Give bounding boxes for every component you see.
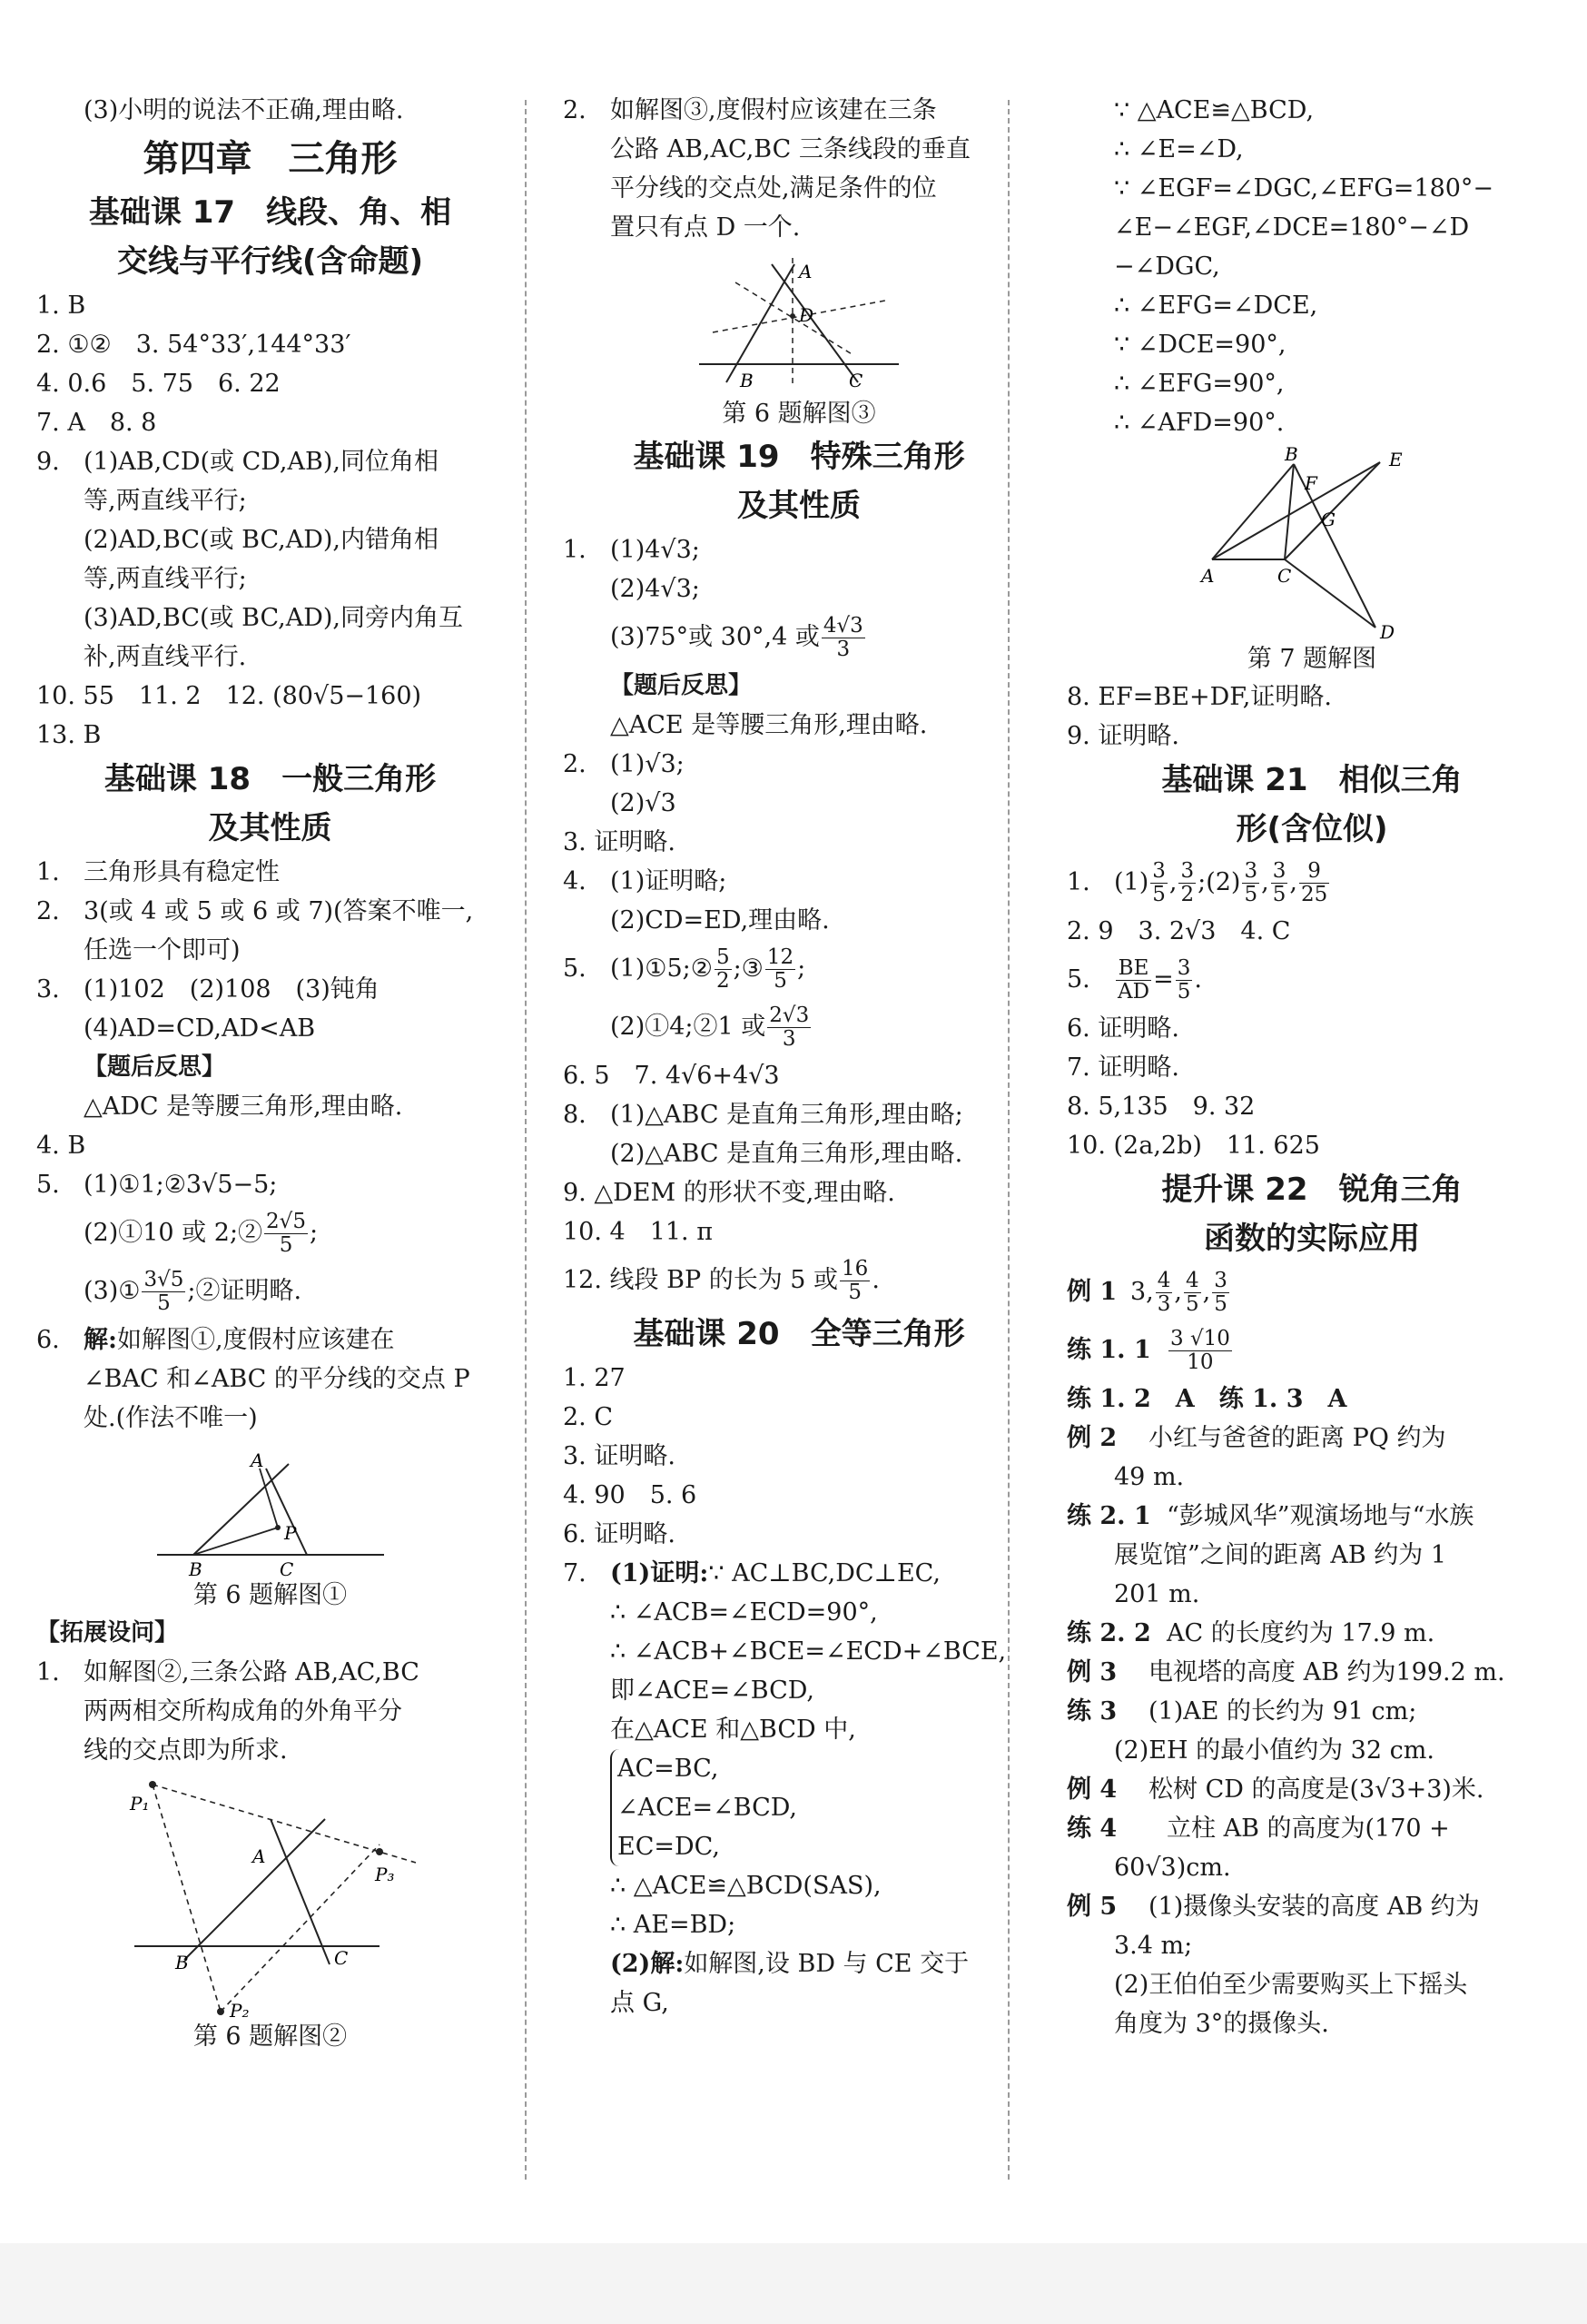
answer-text: 3(或 4 或 5 或 6 或 7)(答案不唯一, [84, 897, 474, 925]
proof-step: ∴ ∠AFD=90°. [1114, 409, 1285, 437]
figure-6-3 [695, 251, 903, 396]
question-number: 1. [36, 1658, 60, 1686]
section-title: 基础课 19 特殊三角形 [633, 439, 965, 475]
fraction-numerator: 4 [1186, 1269, 1199, 1292]
answer-text: 线的交点即为所求. [84, 1736, 288, 1765]
answer-line: 7. 证明略. [1067, 1053, 1179, 1082]
answer-text: (3)AD,BC(或 BC,AD),同旁内角互 [84, 604, 464, 632]
section-title: 交线与平行线(含命题) [116, 243, 424, 280]
fraction-numerator: 16 [842, 1257, 869, 1281]
point-p [275, 1525, 281, 1530]
answer-text: 角度为 3°的摄像头. [1114, 2010, 1329, 2038]
segment-ab [1212, 464, 1294, 559]
fraction [1178, 860, 1196, 906]
fraction [1150, 860, 1168, 906]
answer-text: (2)√3 [610, 789, 676, 817]
proof-step: ∵ ∠EGF=∠DGC,∠EFG=180°− [1114, 174, 1494, 203]
question-number: 1. [36, 858, 60, 886]
answer-line: 2. C [563, 1403, 614, 1431]
answer-text: ∵ AC⊥BC,DC⊥EC, [708, 1559, 941, 1587]
answer-line: 3. 证明略. [563, 828, 675, 856]
answer-line: 4. 0.6 5. 75 6. 22 [36, 370, 281, 398]
figure-caption: 第 6 题解图③ [722, 400, 876, 428]
road-line [193, 1464, 289, 1555]
answer-text: ;③ [733, 954, 764, 983]
answer-text: △ACE 是等腰三角形,理由略. [610, 711, 928, 739]
label-e: E [1389, 449, 1403, 470]
figure-caption: 第 6 题解图① [192, 1581, 348, 1609]
fraction [1168, 1328, 1232, 1374]
figure-caption: 第 7 题解图 [1247, 645, 1377, 673]
section-title: 基础课 21 相似三角 [1161, 762, 1463, 798]
fraction-numerator: 3 [1272, 859, 1286, 883]
answer-line: 10. 55 11. 2 12. (80√5−160) [36, 682, 422, 710]
fraction-numerator: 3 [1152, 859, 1166, 883]
question-number: 6. [36, 1326, 60, 1354]
example-label: 例 2 [1067, 1424, 1118, 1452]
question-number: 9. [36, 448, 60, 476]
fraction-denominator: 5 [1177, 980, 1191, 1004]
fraction-denominator: 5 [1272, 883, 1286, 906]
fraction-denominator: 2 [715, 969, 730, 993]
proof-step: ∵ △ACE≌△BCD, [1114, 96, 1315, 124]
practice-label: 练 2. 2 [1067, 1619, 1151, 1647]
figure-caption: 第 6 题解图② [192, 2022, 348, 2051]
question-number: 5. [36, 1171, 60, 1199]
answer-text: . [1194, 965, 1202, 994]
fraction [765, 946, 795, 993]
answer-text: 如解图,设 BD 与 CE 交于 [684, 1950, 970, 1978]
question-number: 3. [36, 975, 60, 1004]
proof-step: AC=BC, [617, 1755, 719, 1783]
proof-step: ∴ ∠ACB+∠BCE=∠ECD+∠BCE, [610, 1637, 1007, 1666]
answer-text: 置只有点 D 一个. [610, 213, 801, 242]
practice-label: 练 4 [1067, 1815, 1118, 1843]
answer-line: 练 1. 2 A 练 1. 3 A [1067, 1385, 1347, 1413]
answer-text: AC 的长度约为 17.9 m. [1167, 1619, 1435, 1647]
road-line [271, 1819, 330, 1964]
label-a: A [250, 1449, 263, 1471]
solution-label: 解: [84, 1326, 117, 1354]
label-b: B [740, 370, 754, 391]
section-title: 基础课 18 一般三角形 [104, 761, 437, 797]
answer-text: 任选一个即可) [84, 936, 241, 964]
label-d: D [799, 304, 814, 326]
fraction-numerator: 3 [1214, 1269, 1227, 1292]
answer-text: (1)①5;② [610, 954, 713, 983]
answer-text: 展览馆”之间的距离 AB 约为 1 [1114, 1541, 1447, 1569]
answer-text: 三角形具有稳定性 [84, 858, 280, 886]
label-b: B [188, 1558, 202, 1577]
answer-text: 两两相交所构成角的外角平分 [84, 1697, 402, 1726]
section-title: 提升课 22 锐角三角 [1161, 1172, 1463, 1208]
proof-step: −∠DGC, [1114, 252, 1220, 281]
fraction [1176, 957, 1193, 1004]
example-label: 例 4 [1067, 1775, 1118, 1804]
segment-bc [1285, 464, 1294, 559]
fraction [1212, 1270, 1229, 1316]
question-number: 2. [563, 750, 586, 778]
fraction-denominator: 5 [774, 969, 787, 993]
figure-6-1 [153, 1441, 389, 1577]
answer-text: (2)王伯伯至少需要购买上下摇头 [1114, 1971, 1468, 1999]
answer-text: (1)√3; [610, 750, 685, 778]
answer-line: 4. 90 5. 6 [563, 1481, 697, 1509]
answer-text: 201 m. [1114, 1580, 1200, 1608]
fraction-numerator: 9 [1299, 860, 1329, 884]
section-title: 基础课 20 全等三角形 [633, 1316, 965, 1352]
section-title: 及其性质 [737, 488, 861, 524]
answer-text: ;②证明略. [187, 1277, 302, 1305]
fraction-numerator: 12 [766, 945, 794, 969]
fraction [1116, 957, 1151, 1004]
fraction-denominator: 5 [1152, 883, 1166, 906]
proof-step: ∠ACE=∠BCD, [617, 1794, 798, 1822]
fraction [142, 1269, 185, 1315]
section-title: 函数的实际应用 [1204, 1221, 1420, 1257]
answer-line: 9. 证明略. [1067, 722, 1179, 750]
example-label: 例 5 [1067, 1893, 1118, 1921]
section-title: 基础课 17 线段、角、相 [88, 194, 452, 231]
proof-step: ∴ AE=BD; [610, 1911, 736, 1939]
fraction-denominator: 3 [836, 638, 851, 661]
example-label: 例 3 [1067, 1658, 1118, 1686]
answer-line: 6. 5 7. 4√6+4√3 [563, 1062, 780, 1090]
equals-sign: = [1153, 965, 1174, 994]
answer-text: 60√3)cm. [1114, 1854, 1231, 1882]
fraction-denominator: 25 [1300, 883, 1328, 906]
answer-text: “彭城风华”观演场地与“水族 [1167, 1502, 1474, 1530]
proof-label: (1)证明: [610, 1559, 709, 1587]
answer-text: 小红与爸爸的距离 PQ 约为 [1148, 1424, 1446, 1452]
fraction-numerator: 5 [715, 945, 730, 969]
answer-line: 2. ①② 3. 54°33′,144°33′ [36, 331, 351, 359]
question-number: 1. [563, 536, 586, 564]
answer-text: (2)AD,BC(或 BC,AD),内错角相 [84, 526, 439, 554]
answer-text: (1)4√3; [610, 536, 700, 564]
fraction-numerator: 4√3 [823, 614, 863, 638]
proof-step: ∵ ∠DCE=90°, [1114, 331, 1286, 359]
point-p2 [217, 2008, 224, 2015]
bisector-line [221, 1844, 380, 2012]
fraction-numerator: 2√3 [769, 1004, 810, 1027]
answer-line: 4. B [36, 1132, 86, 1160]
fraction-denominator: 5 [848, 1281, 862, 1304]
fraction [1156, 1270, 1173, 1316]
label-b: B [1285, 446, 1298, 465]
label-a: A [251, 1845, 265, 1867]
fraction-denominator: 10 [1187, 1350, 1214, 1374]
fraction-denominator: 3 [782, 1027, 796, 1051]
answer-text: (1)AB,CD(或 CD,AB),同位角相 [84, 448, 439, 476]
column-divider [525, 100, 527, 2180]
answer-line: 3. 证明略. [563, 1442, 675, 1470]
answer-line: 1. 27 [563, 1364, 626, 1392]
answer-text: (1)102 (2)108 (3)钝角 [84, 975, 380, 1004]
question-number: 8. [563, 1101, 586, 1129]
answer-text: 12. 线段 BP 的长为 5 或 [563, 1266, 839, 1294]
answer-line: 10. (2a,2b) 11. 625 [1067, 1132, 1320, 1160]
point-p3 [376, 1848, 383, 1855]
answer-text: 平分线的交点处,满足条件的位 [610, 174, 937, 203]
fraction [1184, 1270, 1201, 1316]
proof-step: ∴ △ACE≌△BCD(SAS), [610, 1872, 882, 1900]
solution-label: (2)解: [610, 1950, 685, 1978]
question-number: 5. [1067, 965, 1090, 994]
proof-step: EC=DC, [617, 1833, 720, 1861]
column-middle [563, 91, 1035, 2022]
answer-text: 如解图②,三条公路 AB,AC,BC [84, 1658, 419, 1686]
answer-text: 点 G, [610, 1989, 669, 2017]
label-c: C [279, 1558, 293, 1577]
answer-line: 1. B [36, 292, 86, 320]
answer-text: (2)4√3; [610, 575, 700, 603]
fraction [1242, 860, 1259, 906]
question-number: 7. [563, 1559, 586, 1587]
answer-line: 2. 9 3. 2√3 4. C [1067, 917, 1291, 945]
answer-text: 3.4 m; [1114, 1932, 1193, 1960]
perpendicular-bisector [735, 282, 853, 355]
segment-ae [1212, 462, 1380, 559]
answer-text: 等,两直线平行; [84, 487, 247, 515]
label-c: C [849, 370, 863, 391]
label-b: B [174, 1952, 189, 1973]
answer-text: (1) [1114, 868, 1149, 896]
fraction-denominator: AD [1118, 980, 1150, 1004]
answer-text: (2)①10 或 2;② [84, 1219, 263, 1247]
question-number: 5. [563, 954, 586, 983]
answer-line: 13. B [36, 721, 102, 749]
fraction-numerator: 2√5 [266, 1210, 306, 1233]
answer-text: (3)① [84, 1277, 141, 1305]
answer-text: (2)①4;②1 或 [610, 1013, 766, 1041]
label-p3: P₃ [374, 1864, 394, 1885]
answer-line: 6. 证明略. [1067, 1014, 1179, 1043]
answer-text: . [872, 1266, 880, 1294]
text-line: (3)小明的说法不正确,理由略. [84, 96, 404, 124]
answer-text: △ADC 是等腰三角形,理由略. [84, 1093, 403, 1121]
answer-text: 等,两直线平行; [84, 565, 247, 593]
practice-label: 练 2. 1 [1067, 1502, 1151, 1530]
answer-text: (1)△ABC 是直角三角形,理由略; [610, 1101, 963, 1129]
answer-text: ;(2) [1198, 868, 1241, 896]
proof-step: ∠E−∠EGF,∠DCE=180°−∠D [1114, 213, 1470, 242]
point-d [790, 313, 795, 319]
answer-text: 补,两直线平行. [84, 643, 247, 671]
proof-step: 即∠ACE=∠BCD, [610, 1676, 815, 1705]
answer-text: ; [309, 1219, 319, 1247]
label-f: F [1305, 472, 1317, 494]
column-left [36, 91, 504, 2055]
fraction-denominator: 5 [157, 1291, 171, 1315]
answer-line: 8. 5,135 9. 32 [1067, 1093, 1256, 1121]
fraction-numerator: 3 [1244, 859, 1258, 883]
answer-line: 10. 4 11. π [563, 1218, 713, 1246]
label-a: A [1201, 565, 1215, 587]
section-title: 及其性质 [208, 810, 332, 846]
label-c: C [1277, 565, 1292, 587]
figure-7 [1194, 446, 1430, 641]
answer-text: (2)CD=ED,理由略. [610, 906, 830, 935]
answer-line: 9. △DEM 的形状不变,理由略. [563, 1179, 895, 1207]
answer-text: (3)75°或 30°,4 或 [610, 623, 820, 651]
answer-text: 49 m. [1114, 1463, 1185, 1491]
answer-text: 如解图③,度假村应该建在三条 [610, 96, 937, 124]
question-number: 2. [563, 96, 586, 124]
answer-line: 6. 证明略. [563, 1520, 675, 1548]
fraction [822, 615, 865, 661]
answer-text: 电视塔的高度 AB 约为199.2 m. [1148, 1658, 1505, 1686]
practice-label: 练 3 [1067, 1697, 1118, 1726]
answer-text: 松树 CD 的高度是(3√3+3)米. [1148, 1775, 1484, 1804]
label-d: D [1380, 621, 1395, 641]
proof-step: 在△ACE 和△BCD 中, [610, 1716, 856, 1744]
fraction-numerator: 3 [1177, 956, 1191, 980]
proof-step: ∴ ∠ACB=∠ECD=90°, [610, 1598, 878, 1627]
answer-text: ∠BAC 和∠ABC 的平分线的交点 P [84, 1365, 470, 1393]
fraction-denominator: 5 [1244, 883, 1258, 906]
reflection-heading: 【题后反思】 [84, 1053, 226, 1081]
segment-cd [1285, 559, 1375, 628]
answer-text: (1)AE 的长约为 91 cm; [1148, 1697, 1417, 1726]
answer-text: (1)①1;②3√5−5; [84, 1171, 278, 1199]
fraction-numerator: 4 [1157, 1269, 1171, 1292]
answer-text: (1)摄像头安装的高度 AB 约为 [1148, 1893, 1480, 1921]
fraction [840, 1258, 870, 1304]
answer-line: 8. EF=BE+DF,证明略. [1067, 683, 1332, 711]
fraction-numerator: 3 √10 [1170, 1327, 1230, 1350]
answer-text: 立柱 AB 的高度为(170 + [1167, 1815, 1450, 1843]
figure-6-2 [116, 1774, 425, 2019]
fraction-denominator: 2 [1180, 883, 1195, 906]
answer-text: 处.(作法不唯一) [84, 1404, 258, 1432]
answer-text: (2)△ABC 是直角三角形,理由略. [610, 1140, 963, 1168]
answer-text: (2)EH 的最小值约为 32 cm. [1114, 1736, 1434, 1765]
reflection-heading: 【题后反思】 [610, 672, 753, 699]
column-right: ∵ △ACE≌△BCD, ∴ ∠E=∠D, ∵ ∠EGF=∠DGC,∠EFG=180°− ∠E−∠EGF,∠DCE=180°−∠D −∠DGC, ∴ ∠EFG=∠DCE, ∵ ∠DCE=90°, ∴ ∠EFG=90°, ∴ ∠AFD=90°. B E F G A C D 第 7 题解图 8. EF=BE+DF,证明略. 9. 证明略. 基础课 21 相似三角 形(含位似) 1. (1) $\frac{3}{5}$ , $\frac{3}{2}$ ;(2) $\frac{3}{5}$ , $\frac{3}{5}$ , $\frac{9}{25}$ 2. 9 3. 2√3 4. C 5. $\frac{BE}{AD}$ = $\frac{3}{5}$ . 6. 证明略. 7. 证明略. 8. 5,135 9. 32 10. (2a,2b) 11. 625 提升课 22 锐角三角 函数的实际应用 例 1 3, $\frac{4}{3}$ , $\frac{4}{5}$ , $\frac{3}{5}$ 练 1. 1 $\frac{3 √10}{10}$ 练 1. 2 A 练 1. 3 A 例 2 小红与爸爸的距离 PQ 约为 49 m. 练 2. 1 “彭城风华”观演场地与“水族 展览馆”之间的距离 AB 约为 1 201 m. 练 2. 2 AC 的长度约为 17.9 m. 例 3 电视塔的高度 AB 约为199.2 m. 练 3 (1)AE 的长约为 91 cm; (2)EH 的最小值约为 32 cm. 例 4 松树 CD 的高度是(3√3+3)米. 练 4 立柱 AB 的高度为(170 + 60√3)cm. 例 5 (1)摄像头安装的高度 AB 约为 3.4 m; (2)王伯伯至少需要购买上下摇头 角度为 3°的摄像头. [1067, 91, 1557, 2043]
fraction-denominator: 3 [1157, 1292, 1171, 1316]
question-number: 1. [1067, 868, 1090, 896]
road-line [184, 1819, 325, 1960]
extension-heading: 【拓展设问】 [36, 1619, 179, 1647]
fraction [1299, 860, 1329, 906]
label-c: C [333, 1947, 348, 1969]
label-p1: P₁ [129, 1793, 149, 1815]
point-p1 [149, 1781, 156, 1788]
answer-text: (1)证明略; [610, 867, 727, 895]
chapter-title: 第四章 三角形 [143, 138, 398, 180]
label-a: A [799, 261, 813, 282]
answer-text: ; [797, 954, 806, 983]
bisector-line [193, 1528, 278, 1555]
proof-step: ∴ ∠EFG=∠DCE, [1114, 292, 1318, 320]
fraction [767, 1004, 811, 1051]
answer-line: 7. A 8. 8 [36, 409, 157, 437]
label-p2: P₂ [229, 2000, 249, 2019]
answer-text: 如解图①,度假村应该建在 [116, 1326, 395, 1354]
fraction [1271, 860, 1288, 906]
answer-text: 公路 AB,AC,BC 三条线段的垂直 [610, 135, 971, 163]
equation-system [610, 1749, 797, 1866]
fraction-numerator: 3√5 [143, 1268, 184, 1291]
page-bottom-band [0, 2243, 1587, 2324]
example-label: 例 1 [1067, 1278, 1118, 1306]
fraction [715, 946, 732, 993]
label-p: P [283, 1522, 296, 1544]
proof-step: ∴ ∠E=∠D, [1114, 135, 1244, 163]
question-number: 4. [563, 867, 586, 895]
answer-text: 3, [1130, 1278, 1154, 1306]
fraction-denominator: 5 [1214, 1292, 1227, 1316]
fraction-numerator: BE [1116, 957, 1151, 981]
fraction [264, 1211, 308, 1257]
proof-step: ∴ ∠EFG=90°, [1114, 370, 1285, 398]
question-number: 2. [36, 897, 60, 925]
bisector-line [153, 1785, 221, 2012]
answer-text: (4)AD=CD,AD<AB [84, 1014, 316, 1043]
section-title: 形(含位似) [1236, 811, 1388, 847]
practice-label: 练 1. 1 [1067, 1336, 1151, 1364]
fraction-denominator: 5 [1186, 1292, 1199, 1316]
fraction-denominator: 5 [279, 1233, 293, 1257]
fraction-numerator: 3 [1180, 859, 1195, 883]
label-g: G [1321, 509, 1336, 530]
